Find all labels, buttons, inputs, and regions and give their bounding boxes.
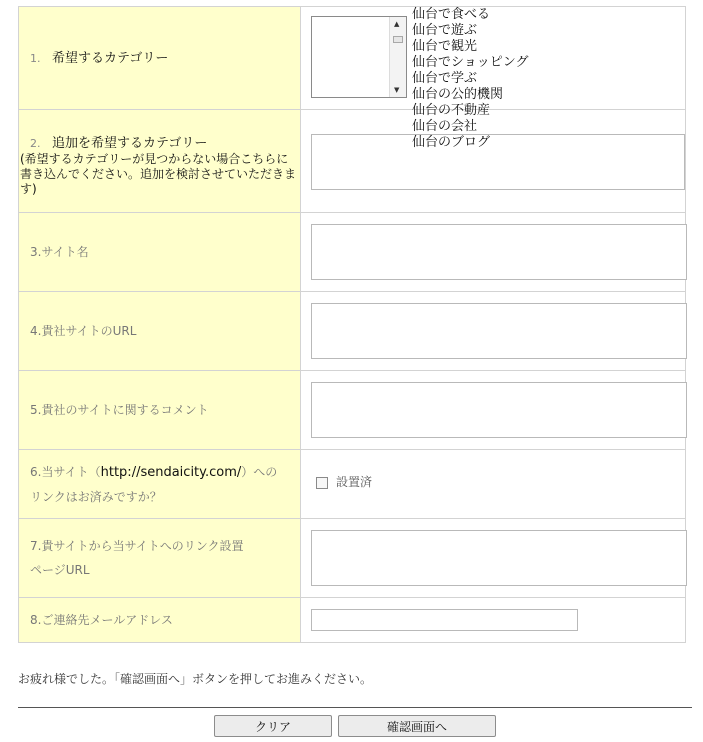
category-number: 1. — [30, 51, 41, 65]
installed-checkbox[interactable] — [316, 477, 328, 489]
category-option[interactable]: 仙台の不動産 — [412, 103, 491, 118]
link-page-label-line2: ページURL — [30, 563, 90, 577]
comment-label: 5.貴社のサイトに関するコメント — [30, 403, 209, 417]
category-option[interactable]: 仙台の公的機関 — [412, 87, 504, 102]
link-page-field-cell — [301, 519, 686, 598]
comment-label-cell — [19, 371, 301, 450]
listbox-scrollbar[interactable] — [389, 17, 406, 97]
site-url-label-cell — [19, 292, 301, 371]
comment-field-cell — [301, 371, 686, 450]
category-option[interactable]: 仙台で食べる — [412, 7, 491, 22]
category-options-list — [412, 7, 528, 151]
scroll-thumb[interactable] — [393, 36, 403, 43]
category-option[interactable]: 仙台で遊ぶ — [412, 23, 478, 38]
add-category-label: 追加を希望するカテゴリー — [51, 136, 208, 151]
site-url-textarea[interactable] — [311, 303, 687, 359]
add-category-number: 2. — [30, 137, 41, 150]
site-name-field-cell — [301, 213, 686, 292]
site-url-label: 4.貴社サイトのURL — [30, 324, 137, 338]
site-name-label: 3.サイト名 — [30, 245, 89, 259]
category-label-cell — [19, 7, 301, 110]
category-option[interactable]: 仙台でショッピング — [412, 55, 529, 70]
category-option[interactable]: 仙台のブログ — [412, 135, 491, 150]
link-status-url: http://sendaicity.com/ — [100, 464, 242, 480]
link-status-label — [30, 460, 300, 485]
add-category-note: (希望するカテゴリーが見つからない場合こちらに書き込んでください。追加を検討させていただきます) — [20, 152, 297, 196]
email-field-cell — [301, 598, 686, 643]
category-option[interactable]: 仙台で学ぶ — [412, 71, 478, 86]
email-label-cell — [19, 598, 301, 643]
category-option[interactable]: 仙台の会社 — [412, 119, 478, 134]
scroll-up-icon[interactable]: ▲ — [394, 20, 400, 28]
site-name-textarea[interactable] — [311, 224, 687, 280]
link-page-textarea[interactable] — [311, 530, 687, 586]
category-listbox[interactable] — [311, 16, 407, 98]
clear-button[interactable]: クリア — [214, 715, 332, 737]
site-name-label-cell — [19, 213, 301, 292]
link-status-field-cell — [301, 450, 686, 519]
site-url-field-cell — [301, 292, 686, 371]
category-option[interactable]: 仙台で観光 — [412, 39, 478, 54]
add-category-label-cell — [19, 110, 301, 213]
confirm-button[interactable]: 確認画面へ — [338, 715, 496, 737]
link-status-prefix: 6.当サイト（ — [30, 464, 101, 479]
link-page-label-cell — [19, 519, 301, 598]
email-input[interactable] — [311, 609, 578, 631]
category-label: 希望するカテゴリー — [51, 50, 169, 66]
scroll-down-icon[interactable]: ▼ — [394, 86, 400, 94]
link-status-label-cell — [19, 450, 301, 519]
link-status-suffix: ）への — [241, 464, 278, 479]
installed-checkbox-label[interactable]: 設置済 — [336, 475, 373, 489]
link-page-label-line1: 7.貴サイトから当サイトへのリンク設置 — [30, 539, 244, 553]
completion-note: お疲れ様でした。「確認画面へ」ボタンを押してお進みください。 — [18, 672, 373, 686]
footer-divider — [18, 707, 692, 708]
registration-form — [18, 6, 686, 643]
email-label: 8.ご連絡先メールアドレス — [30, 613, 173, 627]
link-status-label-line2: リンクはお済みですか？ — [30, 489, 162, 504]
comment-textarea[interactable] — [311, 382, 687, 438]
